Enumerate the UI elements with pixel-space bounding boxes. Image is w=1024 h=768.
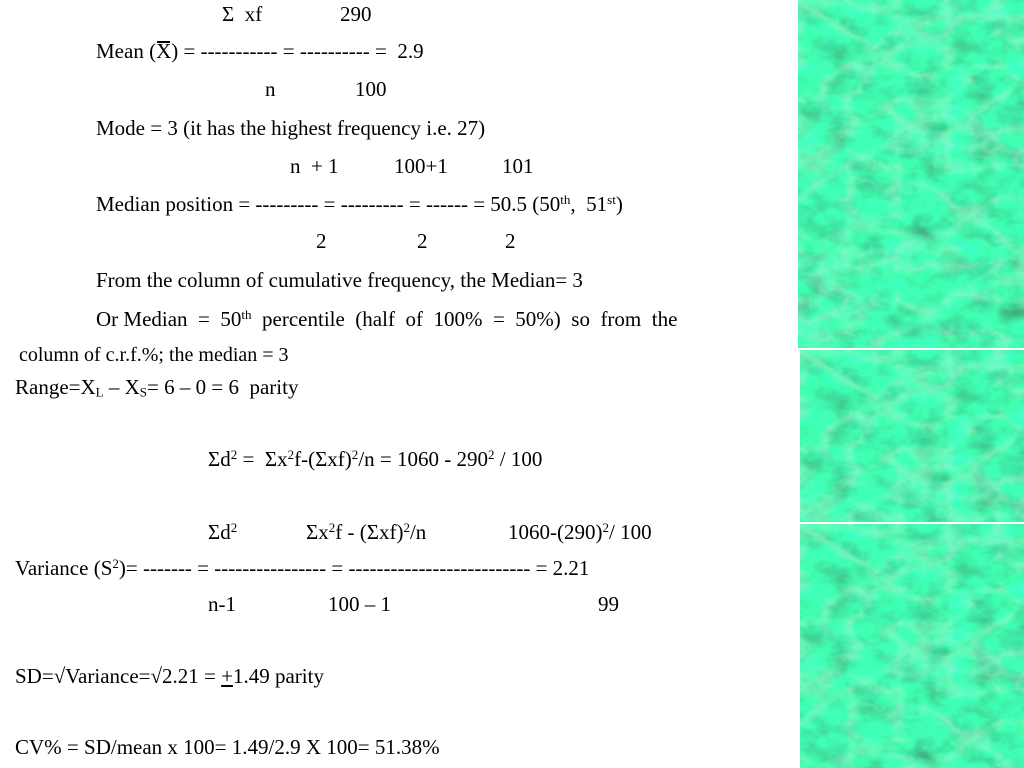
mean-numerator-value: 290 bbox=[340, 2, 372, 26]
variance-denominator-3: 99 bbox=[598, 592, 619, 616]
mean-equation bbox=[96, 39, 424, 63]
sum-d2-d: /n = 1060 - 290 bbox=[358, 447, 488, 471]
sum-d2-sup3: 2 bbox=[351, 446, 359, 462]
variance-label-a: Variance (S bbox=[15, 556, 113, 580]
median-cumulative-line: From the column of cumulative frequency, the Median= 3 bbox=[96, 268, 583, 292]
sd-plus-minus: + bbox=[221, 664, 233, 688]
median-percentile-continuation: column of c.r.f.%; the median = 3 bbox=[19, 344, 289, 366]
mean-denominator-symbol: n bbox=[265, 77, 276, 101]
mean-rhs: ) = ----------- = ---------- = 2.9 bbox=[171, 39, 424, 63]
sum-d2-sup4: 2 bbox=[487, 446, 495, 462]
range-line bbox=[15, 375, 298, 399]
variance-n2a: Σx bbox=[306, 520, 329, 544]
variance-n3-sup: 2 bbox=[602, 519, 609, 535]
variance-numerator-3 bbox=[508, 520, 652, 544]
variance-n2-sup2: 2 bbox=[403, 519, 410, 535]
median-numerator-2: 100+1 bbox=[394, 154, 448, 178]
median-position-equation bbox=[96, 192, 623, 216]
median-denominator-1: 2 bbox=[316, 229, 327, 253]
variance-n3b: / 100 bbox=[609, 520, 652, 544]
median-numerator-1: n + 1 bbox=[290, 154, 339, 178]
median-percentile-sup: th bbox=[241, 306, 252, 322]
marble-panel-middle bbox=[800, 350, 1024, 522]
median-percentile-b: percentile (half of 100% = 50%) so from the bbox=[251, 307, 678, 331]
sum-d2-sup1: 2 bbox=[230, 446, 238, 462]
marble-panel-bottom bbox=[800, 524, 1024, 768]
sum-d2-equation bbox=[208, 447, 542, 471]
marble-texture bbox=[800, 524, 1024, 768]
median-percentile-line bbox=[96, 307, 677, 331]
variance-denominator-2: 100 – 1 bbox=[328, 592, 391, 616]
mode-line: Mode = 3 (it has the highest frequency i.e. 27) bbox=[96, 116, 486, 140]
median-mid: , 51 bbox=[570, 192, 608, 216]
marble-texture bbox=[798, 0, 1024, 348]
marble-texture bbox=[800, 350, 1024, 522]
sum-d2-sup2: 2 bbox=[287, 446, 295, 462]
sum-d2-b: = Σx bbox=[237, 447, 288, 471]
variance-denominator-1: n-1 bbox=[208, 592, 236, 616]
variance-label-b: )= ------- = ---------------- = -------------------------- = 2.21 bbox=[118, 556, 590, 580]
mean-numerator-symbol: Σ xf bbox=[222, 2, 263, 26]
sd-b: 1.49 parity bbox=[232, 664, 324, 688]
median-percentile-a: Or Median = 50 bbox=[96, 307, 242, 331]
median-label: Median position = --------- = --------- = ------ = 50.5 (50 bbox=[96, 192, 561, 216]
variance-equation bbox=[15, 556, 589, 580]
mean-xbar-symbol: X bbox=[156, 39, 172, 63]
median-denominator-3: 2 bbox=[505, 229, 516, 253]
sum-d2-e: / 100 bbox=[494, 447, 543, 471]
range-b: – X bbox=[103, 375, 140, 399]
variance-n1a: Σd bbox=[208, 520, 231, 544]
median-numerator-3: 101 bbox=[502, 154, 534, 178]
sd-line bbox=[15, 664, 324, 688]
variance-n2-sup: 2 bbox=[328, 519, 336, 535]
mean-denominator-value: 100 bbox=[355, 77, 387, 101]
variance-label-sup: 2 bbox=[112, 555, 119, 571]
variance-numerator-1 bbox=[208, 520, 237, 544]
median-sup-st: st bbox=[607, 191, 616, 207]
cv-line: CV% = SD/mean x 100= 1.49/2.9 X 100= 51.38% bbox=[15, 735, 440, 759]
variance-n2c: /n bbox=[409, 520, 427, 544]
variance-numerator-2 bbox=[306, 520, 426, 544]
sum-d2-a: Σd bbox=[208, 447, 231, 471]
range-sub-s: S bbox=[139, 384, 148, 400]
variance-n3a: 1060-(290) bbox=[508, 520, 603, 544]
range-c: = 6 – 0 = 6 parity bbox=[147, 375, 299, 399]
variance-n2b: f - (Σxf) bbox=[335, 520, 404, 544]
marble-panel-top bbox=[798, 0, 1024, 348]
sum-d2-c: f-(Σxf) bbox=[294, 447, 352, 471]
variance-n1-sup: 2 bbox=[230, 519, 238, 535]
mean-label: Mean ( bbox=[96, 39, 157, 63]
median-denominator-2: 2 bbox=[417, 229, 428, 253]
range-sub-l: L bbox=[95, 384, 104, 400]
median-sup-th: th bbox=[560, 191, 571, 207]
range-a: Range=X bbox=[15, 375, 96, 399]
sd-a: SD=√Variance=√2.21 = bbox=[15, 664, 222, 688]
median-end: ) bbox=[615, 192, 623, 216]
